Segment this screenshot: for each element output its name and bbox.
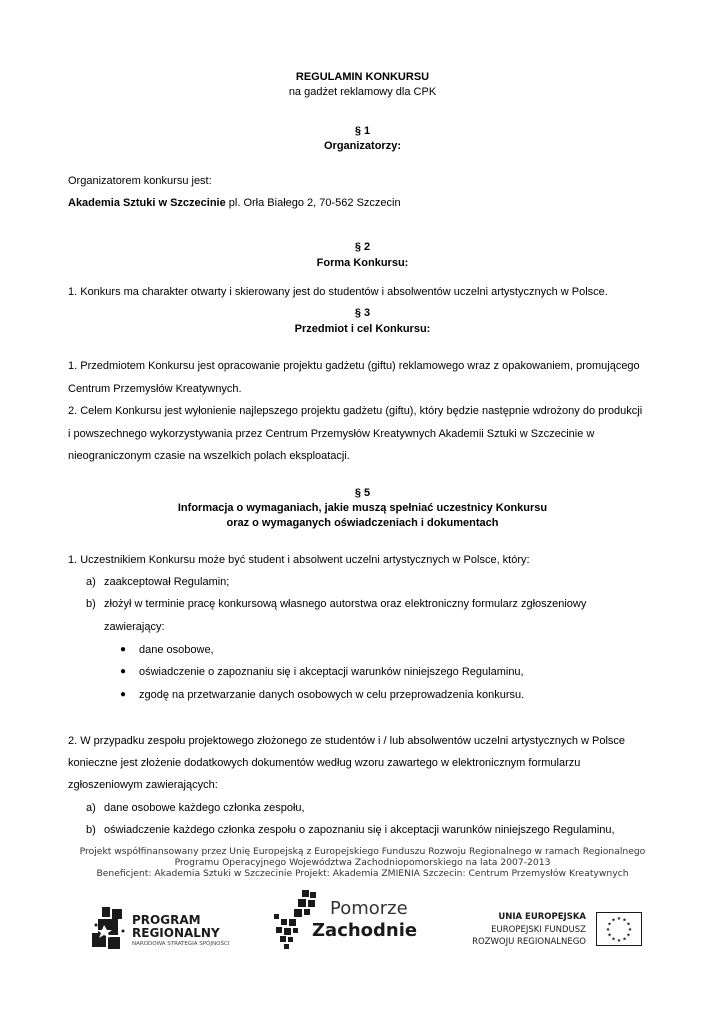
pomorze-zachodnie-line-1: Pomorze [330, 898, 408, 919]
organizer-intro: Organizatorem konkursu jest: [68, 175, 212, 187]
section-5-paragraph-2-line-3: zgłoszeniowym zawierających: [68, 779, 218, 791]
footer-line-1: Projekt współfinansowany przez Unię Europejską z Europejskiego Funduszu Rozwoju Regionalnego w ramach Regionalnego [79, 846, 646, 857]
section-3-heading: Przedmiot i cel Konkursu: [294, 323, 431, 335]
bullet-item-2: oświadczenie o zapoznaniu się i akceptacji warunków niniejszego Regulaminu, [139, 666, 524, 678]
organizer-address: pl. Orła Białego 2, 70-562 Szczecin [225, 197, 401, 209]
svg-text:★: ★ [611, 917, 616, 924]
footer-line-3: Beneficjent: Akademia Sztuki w Szczecinie Projekt: Akademia ZMIENIA Szczecin: Centrum Przemysłów Kreatywnych [96, 868, 629, 879]
footer-line-2: Programu Operacyjnego Województwa Zachodniopomorskiego na lata 2007-2013 [174, 857, 551, 868]
svg-text:★: ★ [611, 936, 616, 943]
unia-europejska-line-1: UNIA EUROPEJSKA [498, 912, 586, 922]
bullet-icon: ● [120, 689, 127, 700]
bullet-icon: ● [120, 666, 127, 677]
section-5-paragraph-2-line-2: konieczne jest złożenie dodatkowych dokumentów według wzoru zawartego w elektronicznym formularzu [68, 757, 581, 769]
section-5-number: § 5 [354, 487, 371, 499]
bullet-item-1: dane osobowe, [139, 644, 214, 656]
pomorze-zachodnie-logo [272, 888, 422, 953]
unia-europejska-line-3: ROZWOJU REGIONALNEGO [472, 937, 586, 947]
svg-text:★: ★ [616, 938, 622, 944]
unia-europejska-logo [452, 909, 642, 953]
list-label-b: b) [86, 598, 96, 610]
svg-text:★: ★ [616, 916, 622, 922]
section-1-heading: Organizatorzy: [323, 140, 401, 152]
unia-europejska-line-2: EUROPEJSKI FUNDUSZ [491, 925, 586, 935]
organizer-name: Akademia Sztuki w Szczecinie [68, 197, 226, 209]
section-2-heading: Forma Konkursu: [316, 257, 409, 269]
section-5-heading-2: oraz o wymaganych oświadczeniach i dokumentach [226, 517, 499, 529]
section-5-paragraph-2-line-1: 2. W przypadku zespołu projektowego złożonego ze studentów i / lub absolwentów uczelni artystycznych w Polsce [68, 735, 626, 747]
list-item-a: zaakceptował Regulamin; [104, 576, 230, 588]
svg-text:★: ★ [607, 932, 612, 939]
section-1-number: § 1 [354, 125, 371, 137]
svg-text:★: ★ [622, 936, 627, 943]
document-subtitle: na gadżet reklamowy dla CPK [288, 86, 437, 98]
section-5-paragraph-1: 1. Uczestnikiem Konkursu może być student i absolwent uczelni artystycznych w Polsce, który: [68, 554, 530, 566]
svg-text:★: ★ [626, 921, 631, 928]
bullet-item-3: zgodę na przetwarzanie danych osobowych w celu przeprowadzenia konkursu. [139, 689, 525, 701]
list-label-a2: a) [86, 802, 96, 814]
eu-flag-icon [596, 912, 642, 946]
section-3-line-3: 2. Celem Konkursu jest wyłonienie najlepszego projektu gadżetu (giftu), który będzie następnie wdrożony do produkcji [68, 405, 643, 417]
program-regionalny-emblem-icon [88, 905, 128, 951]
list-label-a: a) [86, 576, 96, 588]
svg-text:★: ★ [605, 927, 611, 933]
program-regionalny-line-3: NARODOWA STRATEGIA SPÓJNOŚCI [132, 941, 230, 947]
pomorze-zachodnie-line-2: Zachodnie [312, 920, 418, 941]
document-title: REGULAMIN KONKURSU [295, 71, 430, 83]
organizer-line [68, 196, 401, 210]
bullet-icon: ● [120, 644, 127, 655]
list-label-b2: b) [86, 824, 96, 836]
svg-text:★: ★ [622, 917, 627, 924]
program-regionalny-line-2: REGIONALNY [132, 926, 220, 940]
section-2-number: § 2 [354, 241, 371, 253]
list-item-b-line-1: złożył w terminie pracę konkursową własnego autorstwa oraz elektroniczny formularz zgłoszeniowy [104, 598, 587, 610]
program-regionalny-logo [88, 905, 248, 955]
section-3-line-5: nieograniczonym czasie na wszelkich polach eksploatacji. [68, 450, 350, 462]
section-3-line-4: i powszechnego wykorzystywania przez Centrum Przemysłów Kreatywnych Akademii Sztuki w Szczecinie w [68, 428, 595, 440]
section-5-heading-1: Informacja o wymaganiach, jakie muszą spełniać uczestnicy Konkursu [177, 502, 548, 514]
svg-text:★: ★ [607, 921, 612, 928]
svg-text:★: ★ [627, 927, 633, 933]
list-item-b-line-2: zawierający: [104, 621, 165, 633]
list-item-a2: dane osobowe każdego członka zespołu, [104, 802, 305, 814]
section-3-number: § 3 [354, 307, 371, 319]
list-item-b2: oświadczenie każdego członka zespołu o zapoznaniu się i akceptacji warunków niniejszego Regulaminu, [104, 824, 615, 836]
svg-text:★: ★ [626, 932, 631, 939]
section-3-line-2: Centrum Przemysłów Kreatywnych. [68, 383, 242, 395]
program-regionalny-line-1: PROGRAM [132, 913, 201, 927]
section-2-paragraph: 1. Konkurs ma charakter otwarty i skierowany jest do studentów i absolwentów uczelni artystycznych w Polsce. [68, 286, 608, 298]
section-3-line-1: 1. Przedmiotem Konkursu jest opracowanie projektu gadżetu (giftu) reklamowego wraz z opakowaniem, promującego [68, 360, 640, 372]
